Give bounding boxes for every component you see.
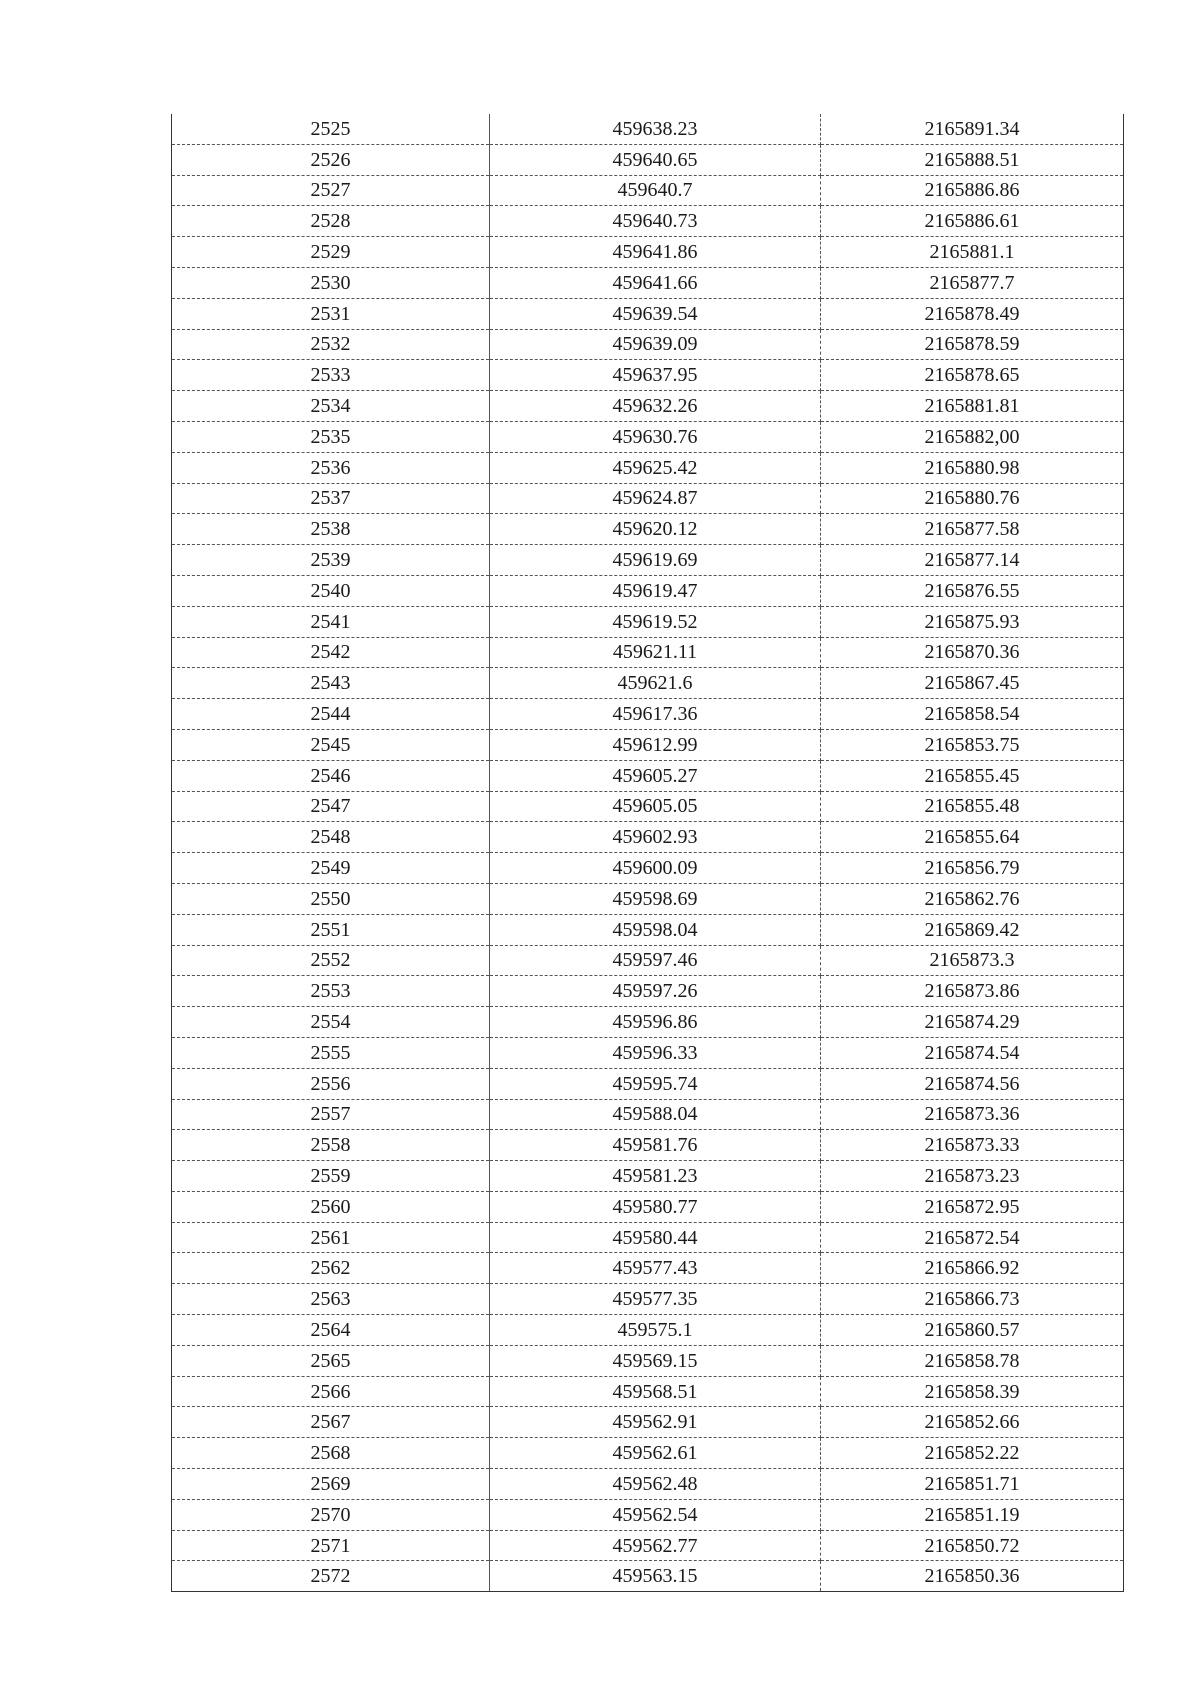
point-number-cell: 2527 — [172, 175, 490, 206]
point-number-cell: 2534 — [172, 391, 490, 422]
table-row — [172, 1222, 1124, 1253]
y-coordinate-cell: 2165877.7 — [821, 267, 1124, 298]
table-row — [172, 760, 1124, 791]
y-coordinate-cell: 2165875.93 — [821, 606, 1124, 637]
y-coordinate-cell: 2165878.59 — [821, 329, 1124, 360]
y-coordinate-cell: 2165862.76 — [821, 883, 1124, 914]
table-row — [172, 822, 1124, 853]
point-number-cell: 2552 — [172, 945, 490, 976]
x-coordinate-cell: 459562.54 — [490, 1499, 821, 1530]
point-number-cell: 2547 — [172, 791, 490, 822]
point-number-cell: 2560 — [172, 1191, 490, 1222]
table-row — [172, 1130, 1124, 1161]
table-row — [172, 729, 1124, 760]
y-coordinate-cell: 2165855.45 — [821, 760, 1124, 791]
x-coordinate-cell: 459581.23 — [490, 1161, 821, 1192]
table-row — [172, 575, 1124, 606]
point-number-cell: 2570 — [172, 1499, 490, 1530]
point-number-cell: 2550 — [172, 883, 490, 914]
x-coordinate-cell: 459641.66 — [490, 267, 821, 298]
table-row — [172, 1191, 1124, 1222]
point-number-cell: 2554 — [172, 1007, 490, 1038]
y-coordinate-cell: 2165866.73 — [821, 1284, 1124, 1315]
point-number-cell: 2561 — [172, 1222, 490, 1253]
y-coordinate-cell: 2165881.81 — [821, 391, 1124, 422]
point-number-cell: 2562 — [172, 1253, 490, 1284]
y-coordinate-cell: 2165872.95 — [821, 1191, 1124, 1222]
point-number-cell: 2531 — [172, 298, 490, 329]
x-coordinate-cell: 459598.69 — [490, 883, 821, 914]
x-coordinate-cell: 459602.93 — [490, 822, 821, 853]
coordinates-table-body — [172, 114, 1124, 1592]
point-number-cell: 2525 — [172, 114, 490, 144]
table-row — [172, 914, 1124, 945]
y-coordinate-cell: 2165872.54 — [821, 1222, 1124, 1253]
table-row — [172, 545, 1124, 576]
y-coordinate-cell: 2165881.1 — [821, 237, 1124, 268]
point-number-cell: 2553 — [172, 976, 490, 1007]
point-number-cell: 2557 — [172, 1099, 490, 1130]
table-row — [172, 976, 1124, 1007]
y-coordinate-cell: 2165874.56 — [821, 1068, 1124, 1099]
table-row — [172, 1469, 1124, 1500]
y-coordinate-cell: 2165858.39 — [821, 1376, 1124, 1407]
table-row — [172, 1530, 1124, 1561]
x-coordinate-cell: 459639.54 — [490, 298, 821, 329]
point-number-cell: 2528 — [172, 206, 490, 237]
x-coordinate-cell: 459638.23 — [490, 114, 821, 144]
point-number-cell: 2535 — [172, 421, 490, 452]
y-coordinate-cell: 2165882,00 — [821, 421, 1124, 452]
point-number-cell: 2572 — [172, 1561, 490, 1592]
table-row — [172, 637, 1124, 668]
table-row — [172, 1099, 1124, 1130]
table-row — [172, 206, 1124, 237]
y-coordinate-cell: 2165876.55 — [821, 575, 1124, 606]
table-row — [172, 391, 1124, 422]
x-coordinate-cell: 459595.74 — [490, 1068, 821, 1099]
point-number-cell: 2537 — [172, 483, 490, 514]
table-row — [172, 668, 1124, 699]
table-row — [172, 1037, 1124, 1068]
table-row — [172, 483, 1124, 514]
y-coordinate-cell: 2165851.19 — [821, 1499, 1124, 1530]
x-coordinate-cell: 459568.51 — [490, 1376, 821, 1407]
x-coordinate-cell: 459624.87 — [490, 483, 821, 514]
point-number-cell: 2558 — [172, 1130, 490, 1161]
table-row — [172, 1284, 1124, 1315]
y-coordinate-cell: 2165886.61 — [821, 206, 1124, 237]
table-row — [172, 175, 1124, 206]
table-row — [172, 883, 1124, 914]
y-coordinate-cell: 2165869.42 — [821, 914, 1124, 945]
table-row — [172, 1161, 1124, 1192]
x-coordinate-cell: 459619.47 — [490, 575, 821, 606]
x-coordinate-cell: 459605.27 — [490, 760, 821, 791]
point-number-cell: 2533 — [172, 360, 490, 391]
point-number-cell: 2551 — [172, 914, 490, 945]
table-row — [172, 791, 1124, 822]
y-coordinate-cell: 2165867.45 — [821, 668, 1124, 699]
x-coordinate-cell: 459605.05 — [490, 791, 821, 822]
table-row — [172, 1376, 1124, 1407]
y-coordinate-cell: 2165880.98 — [821, 452, 1124, 483]
y-coordinate-cell: 2165860.57 — [821, 1315, 1124, 1346]
point-number-cell: 2526 — [172, 144, 490, 175]
x-coordinate-cell: 459596.33 — [490, 1037, 821, 1068]
point-number-cell: 2555 — [172, 1037, 490, 1068]
x-coordinate-cell: 459632.26 — [490, 391, 821, 422]
table-row — [172, 452, 1124, 483]
y-coordinate-cell: 2165877.58 — [821, 514, 1124, 545]
table-row — [172, 114, 1124, 144]
point-number-cell: 2544 — [172, 699, 490, 730]
x-coordinate-cell: 459562.48 — [490, 1469, 821, 1500]
table-row — [172, 298, 1124, 329]
table-row — [172, 1253, 1124, 1284]
x-coordinate-cell: 459588.04 — [490, 1099, 821, 1130]
y-coordinate-cell: 2165886.86 — [821, 175, 1124, 206]
x-coordinate-cell: 459630.76 — [490, 421, 821, 452]
x-coordinate-cell: 459562.61 — [490, 1438, 821, 1469]
x-coordinate-cell: 459577.43 — [490, 1253, 821, 1284]
x-coordinate-cell: 459596.86 — [490, 1007, 821, 1038]
x-coordinate-cell: 459569.15 — [490, 1345, 821, 1376]
y-coordinate-cell: 2165874.29 — [821, 1007, 1124, 1038]
x-coordinate-cell: 459581.76 — [490, 1130, 821, 1161]
y-coordinate-cell: 2165858.78 — [821, 1345, 1124, 1376]
point-number-cell: 2546 — [172, 760, 490, 791]
x-coordinate-cell: 459625.42 — [490, 452, 821, 483]
y-coordinate-cell: 2165877.14 — [821, 545, 1124, 576]
y-coordinate-cell: 2165850.36 — [821, 1561, 1124, 1592]
x-coordinate-cell: 459580.44 — [490, 1222, 821, 1253]
y-coordinate-cell: 2165850.72 — [821, 1530, 1124, 1561]
table-row — [172, 1407, 1124, 1438]
y-coordinate-cell: 2165853.75 — [821, 729, 1124, 760]
point-number-cell: 2541 — [172, 606, 490, 637]
x-coordinate-cell: 459637.95 — [490, 360, 821, 391]
x-coordinate-cell: 459640.65 — [490, 144, 821, 175]
x-coordinate-cell: 459617.36 — [490, 699, 821, 730]
table-row — [172, 1068, 1124, 1099]
point-number-cell: 2530 — [172, 267, 490, 298]
y-coordinate-cell: 2165855.48 — [821, 791, 1124, 822]
x-coordinate-cell: 459563.15 — [490, 1561, 821, 1592]
point-number-cell: 2565 — [172, 1345, 490, 1376]
table-row — [172, 606, 1124, 637]
table-row — [172, 237, 1124, 268]
y-coordinate-cell: 2165880.76 — [821, 483, 1124, 514]
y-coordinate-cell: 2165873.33 — [821, 1130, 1124, 1161]
point-number-cell: 2571 — [172, 1530, 490, 1561]
y-coordinate-cell: 2165856.79 — [821, 853, 1124, 884]
point-number-cell: 2549 — [172, 853, 490, 884]
point-number-cell: 2542 — [172, 637, 490, 668]
x-coordinate-cell: 459620.12 — [490, 514, 821, 545]
y-coordinate-cell: 2165851.71 — [821, 1469, 1124, 1500]
x-coordinate-cell: 459619.52 — [490, 606, 821, 637]
x-coordinate-cell: 459577.35 — [490, 1284, 821, 1315]
point-number-cell: 2556 — [172, 1068, 490, 1099]
x-coordinate-cell: 459562.77 — [490, 1530, 821, 1561]
table-row — [172, 1561, 1124, 1592]
x-coordinate-cell: 459575.1 — [490, 1315, 821, 1346]
y-coordinate-cell: 2165852.22 — [821, 1438, 1124, 1469]
point-number-cell: 2559 — [172, 1161, 490, 1192]
table-row — [172, 945, 1124, 976]
point-number-cell: 2543 — [172, 668, 490, 699]
table-row — [172, 1499, 1124, 1530]
point-number-cell: 2566 — [172, 1376, 490, 1407]
y-coordinate-cell: 2165855.64 — [821, 822, 1124, 853]
table-row — [172, 144, 1124, 175]
x-coordinate-cell: 459639.09 — [490, 329, 821, 360]
table-row — [172, 421, 1124, 452]
x-coordinate-cell: 459562.91 — [490, 1407, 821, 1438]
table-row — [172, 853, 1124, 884]
point-number-cell: 2568 — [172, 1438, 490, 1469]
table-row — [172, 1007, 1124, 1038]
y-coordinate-cell: 2165866.92 — [821, 1253, 1124, 1284]
point-number-cell: 2536 — [172, 452, 490, 483]
table-row — [172, 360, 1124, 391]
y-coordinate-cell: 2165878.65 — [821, 360, 1124, 391]
x-coordinate-cell: 459600.09 — [490, 853, 821, 884]
point-number-cell: 2540 — [172, 575, 490, 606]
x-coordinate-cell: 459580.77 — [490, 1191, 821, 1222]
point-number-cell: 2563 — [172, 1284, 490, 1315]
point-number-cell: 2529 — [172, 237, 490, 268]
y-coordinate-cell: 2165873.23 — [821, 1161, 1124, 1192]
x-coordinate-cell: 459641.86 — [490, 237, 821, 268]
table-row — [172, 1315, 1124, 1346]
point-number-cell: 2548 — [172, 822, 490, 853]
y-coordinate-cell: 2165873.36 — [821, 1099, 1124, 1130]
y-coordinate-cell: 2165858.54 — [821, 699, 1124, 730]
point-number-cell: 2564 — [172, 1315, 490, 1346]
x-coordinate-cell: 459612.99 — [490, 729, 821, 760]
x-coordinate-cell: 459619.69 — [490, 545, 821, 576]
x-coordinate-cell: 459597.46 — [490, 945, 821, 976]
table-row — [172, 329, 1124, 360]
y-coordinate-cell: 2165891.34 — [821, 114, 1124, 144]
y-coordinate-cell: 2165878.49 — [821, 298, 1124, 329]
point-number-cell: 2545 — [172, 729, 490, 760]
y-coordinate-cell: 2165874.54 — [821, 1037, 1124, 1068]
table-row — [172, 1345, 1124, 1376]
y-coordinate-cell: 2165873.86 — [821, 976, 1124, 1007]
y-coordinate-cell: 2165888.51 — [821, 144, 1124, 175]
point-number-cell: 2569 — [172, 1469, 490, 1500]
x-coordinate-cell: 459621.11 — [490, 637, 821, 668]
x-coordinate-cell: 459598.04 — [490, 914, 821, 945]
x-coordinate-cell: 459621.6 — [490, 668, 821, 699]
y-coordinate-cell: 2165870.36 — [821, 637, 1124, 668]
table-row — [172, 514, 1124, 545]
table-row — [172, 267, 1124, 298]
point-number-cell: 2567 — [172, 1407, 490, 1438]
y-coordinate-cell: 2165852.66 — [821, 1407, 1124, 1438]
y-coordinate-cell: 2165873.3 — [821, 945, 1124, 976]
point-number-cell: 2538 — [172, 514, 490, 545]
point-number-cell: 2532 — [172, 329, 490, 360]
x-coordinate-cell: 459597.26 — [490, 976, 821, 1007]
x-coordinate-cell: 459640.7 — [490, 175, 821, 206]
table-row — [172, 1438, 1124, 1469]
x-coordinate-cell: 459640.73 — [490, 206, 821, 237]
coordinates-table — [171, 114, 1124, 1592]
point-number-cell: 2539 — [172, 545, 490, 576]
table-row — [172, 699, 1124, 730]
